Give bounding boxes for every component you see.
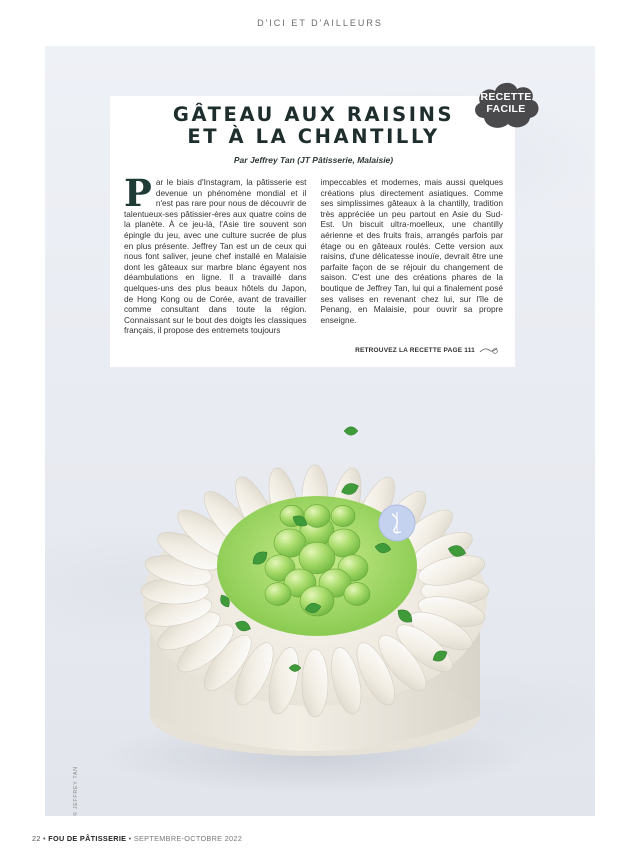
recipe-reference <box>355 346 499 355</box>
article-panel <box>110 96 515 367</box>
title-line-2: ET À LA CHANTILLY <box>187 125 440 148</box>
photo-credit: © JEFFREY TAN <box>73 766 79 816</box>
recipe-reference-text: RETROUVEZ LA RECETTE PAGE 111 <box>355 347 475 354</box>
article-title <box>124 104 503 148</box>
grape-half <box>304 505 330 528</box>
chantilly-petal <box>302 649 328 717</box>
badge-line-1: RECETTE <box>480 91 532 103</box>
grape-half <box>344 583 370 606</box>
column-2-text: impeccables et modernes, mais aussi quelques créations plus directement asiatiques. Comme ses simplissimes gâteaux à la chantilly, tradition très appréciée un peu partout en Asie du Sud-Est. Un biscuit ultra-moelleux, une chantilly aérienne et des fruits frais, arrangés parfois par étage ou en gâteaux roulés. Cette version aux raisins, d'une délicatesse inouïe, devrait être une parfaite façon de se réjouir du changement de saison. C'est une des créations phares de la boutique de Jeffrey Tan, lui qui a finalement posé ses valises en revenant chez lui, sur l'île de Penang, en Malaisie, pour ouvrir sa propre enseigne. <box>320 177 503 325</box>
issue-date: SEPTEMBRE-OCTOBRE 2022 <box>133 834 243 843</box>
badge-text <box>470 91 542 115</box>
page-number: 22 <box>32 834 41 843</box>
whisk-icon <box>479 346 499 355</box>
column-2 <box>321 177 504 336</box>
grape-half <box>265 583 291 606</box>
drop-cap: P <box>124 171 152 215</box>
column-1-text: ar le biais d'Instagram, la pâtisserie est devenue un phénomène mondial et il n'est pas rare pour nous de découvrir de talentueux-ses pâtissier-ères aux quatre coins de la planète. À ce jeu-là, l'Asie tire souvent son épingle du jeu, avec une culture sucrée de plus en plus présente. Jeffrey Tan est un de ceux qui nous font saliver, jeune chef installé en Malaisie dont les gâteaux sur marbre blanc égayent nos déambulations en ligne. Il a travaillé dans quelques-uns des plus beaux hôtels du Japon, de Hong Kong ou de Corée, avant de travailler comme consultant dans toute la région. Connaissant sur le bout des doigts les classiques français, il propose des entremets toujours <box>124 177 307 336</box>
column-1 <box>124 171 307 336</box>
footer-separator-2: • <box>128 834 132 843</box>
mint-leaf <box>344 427 358 435</box>
badge-line-2: FACILE <box>486 103 526 115</box>
byline: Par Jeffrey Tan (JT Pâtisserie, Malaisie) <box>233 155 394 165</box>
grape-half <box>331 505 355 526</box>
magazine-name: FOU DE PÂTISSERIE <box>48 834 127 843</box>
pastry-logo-icon <box>379 505 415 541</box>
article-body <box>124 171 503 336</box>
footer-separator: • <box>43 834 46 843</box>
section-header: D'ICI ET D'AILLEURS <box>257 18 383 28</box>
title-line-1: GÂTEAU AUX RAISINS <box>172 103 455 126</box>
grape-half <box>299 542 335 574</box>
recipe-easy-badge <box>470 76 542 134</box>
page-footer <box>32 834 242 843</box>
